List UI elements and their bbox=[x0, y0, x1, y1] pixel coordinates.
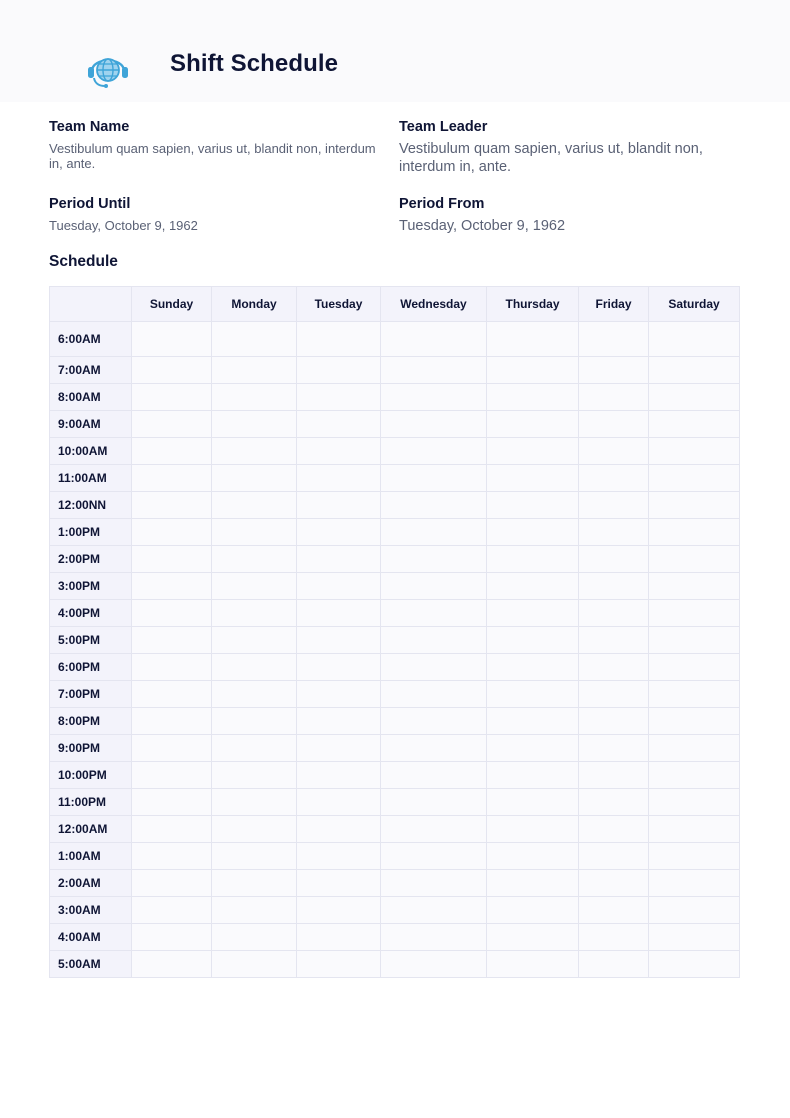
schedule-cell[interactable] bbox=[132, 843, 212, 870]
schedule-cell[interactable] bbox=[381, 735, 487, 762]
schedule-cell[interactable] bbox=[579, 600, 649, 627]
time-label: 4:00PM bbox=[50, 600, 132, 627]
schedule-cell[interactable] bbox=[132, 384, 212, 411]
schedule-cell[interactable] bbox=[649, 924, 740, 951]
period-until-field bbox=[49, 196, 379, 233]
schedule-cell[interactable] bbox=[132, 492, 212, 519]
schedule-cell[interactable] bbox=[212, 492, 297, 519]
schedule-cell[interactable] bbox=[297, 843, 381, 870]
period-from-field bbox=[399, 196, 729, 235]
day-header: Monday bbox=[212, 287, 297, 322]
schedule-row bbox=[50, 519, 740, 546]
schedule-cell[interactable] bbox=[297, 789, 381, 816]
day-header: Friday bbox=[579, 287, 649, 322]
schedule-cell[interactable] bbox=[297, 951, 381, 978]
schedule-row bbox=[50, 924, 740, 951]
schedule-cell[interactable] bbox=[297, 735, 381, 762]
schedule-cell[interactable] bbox=[487, 546, 579, 573]
schedule-row bbox=[50, 708, 740, 735]
schedule-cell[interactable] bbox=[649, 411, 740, 438]
schedule-cell[interactable] bbox=[297, 681, 381, 708]
schedule-cell[interactable] bbox=[132, 897, 212, 924]
schedule-cell[interactable] bbox=[132, 438, 212, 465]
schedule-cell[interactable] bbox=[487, 600, 579, 627]
schedule-cell[interactable] bbox=[649, 870, 740, 897]
schedule-cell[interactable] bbox=[487, 843, 579, 870]
schedule-cell[interactable] bbox=[297, 816, 381, 843]
schedule-cell[interactable] bbox=[381, 708, 487, 735]
schedule-cell[interactable] bbox=[381, 546, 487, 573]
schedule-row bbox=[50, 384, 740, 411]
schedule-cell[interactable] bbox=[381, 438, 487, 465]
schedule-cell[interactable] bbox=[487, 681, 579, 708]
day-header: Tuesday bbox=[297, 287, 381, 322]
time-label: 9:00PM bbox=[50, 735, 132, 762]
time-label: 3:00AM bbox=[50, 897, 132, 924]
day-header: Saturday bbox=[649, 287, 740, 322]
schedule-cell[interactable] bbox=[381, 384, 487, 411]
schedule-cell[interactable] bbox=[649, 627, 740, 654]
schedule-cell[interactable] bbox=[487, 357, 579, 384]
time-label: 9:00AM bbox=[50, 411, 132, 438]
schedule-cell[interactable] bbox=[381, 357, 487, 384]
schedule-cell[interactable] bbox=[297, 600, 381, 627]
schedule-cell[interactable] bbox=[487, 519, 579, 546]
time-label: 10:00PM bbox=[50, 762, 132, 789]
schedule-cell[interactable] bbox=[649, 789, 740, 816]
schedule-cell[interactable] bbox=[579, 951, 649, 978]
schedule-cell[interactable] bbox=[212, 951, 297, 978]
schedule-cell[interactable] bbox=[579, 546, 649, 573]
period-until-value: Tuesday, October 9, 1962 bbox=[49, 218, 198, 233]
schedule-cell[interactable] bbox=[487, 951, 579, 978]
schedule-cell[interactable] bbox=[212, 322, 297, 357]
schedule-row bbox=[50, 789, 740, 816]
schedule-cell[interactable] bbox=[487, 762, 579, 789]
schedule-cell[interactable] bbox=[212, 357, 297, 384]
schedule-cell[interactable] bbox=[579, 708, 649, 735]
schedule-header-row bbox=[50, 287, 740, 322]
time-label: 4:00AM bbox=[50, 924, 132, 951]
schedule-cell[interactable] bbox=[579, 322, 649, 357]
schedule-cell[interactable] bbox=[212, 816, 297, 843]
schedule-cell[interactable] bbox=[297, 654, 381, 681]
time-label: 5:00PM bbox=[50, 627, 132, 654]
schedule-cell[interactable] bbox=[212, 870, 297, 897]
schedule-cell[interactable] bbox=[649, 816, 740, 843]
schedule-cell[interactable] bbox=[487, 438, 579, 465]
schedule-cell[interactable] bbox=[297, 357, 381, 384]
schedule-cell[interactable] bbox=[132, 357, 212, 384]
schedule-cell[interactable] bbox=[212, 519, 297, 546]
schedule-cell[interactable] bbox=[297, 411, 381, 438]
time-label: 3:00PM bbox=[50, 573, 132, 600]
schedule-cell[interactable] bbox=[649, 600, 740, 627]
schedule-cell[interactable] bbox=[649, 681, 740, 708]
schedule-cell[interactable] bbox=[132, 654, 212, 681]
schedule-cell[interactable] bbox=[649, 322, 740, 357]
schedule-cell[interactable] bbox=[381, 519, 487, 546]
time-label: 8:00PM bbox=[50, 708, 132, 735]
schedule-cell[interactable] bbox=[649, 465, 740, 492]
team-leader-value: Vestibulum quam sapien, varius ut, blandit non, interdum in, ante. bbox=[399, 141, 703, 175]
schedule-row bbox=[50, 735, 740, 762]
schedule-cell[interactable] bbox=[487, 654, 579, 681]
schedule-cell[interactable] bbox=[132, 816, 212, 843]
schedule-cell[interactable] bbox=[649, 708, 740, 735]
schedule-cell[interactable] bbox=[212, 411, 297, 438]
page-title: Shift Schedule bbox=[170, 50, 339, 77]
schedule-cell[interactable] bbox=[487, 322, 579, 357]
schedule-cell[interactable] bbox=[649, 519, 740, 546]
time-label: 10:00AM bbox=[50, 438, 132, 465]
schedule-cell[interactable] bbox=[132, 762, 212, 789]
schedule-cell[interactable] bbox=[649, 357, 740, 384]
time-label: 6:00PM bbox=[50, 654, 132, 681]
time-label: 11:00AM bbox=[50, 465, 132, 492]
schedule-cell[interactable] bbox=[649, 546, 740, 573]
schedule-cell[interactable] bbox=[649, 951, 740, 978]
schedule-cell[interactable] bbox=[297, 465, 381, 492]
schedule-cell[interactable] bbox=[579, 654, 649, 681]
schedule-cell[interactable] bbox=[579, 465, 649, 492]
schedule-cell[interactable] bbox=[381, 897, 487, 924]
schedule-cell[interactable] bbox=[487, 924, 579, 951]
schedule-cell[interactable] bbox=[297, 322, 381, 357]
schedule-cell[interactable] bbox=[132, 465, 212, 492]
schedule-cell[interactable] bbox=[649, 843, 740, 870]
schedule-cell[interactable] bbox=[212, 924, 297, 951]
schedule-cell[interactable] bbox=[579, 438, 649, 465]
schedule-title: Schedule bbox=[49, 253, 118, 270]
schedule-cell[interactable] bbox=[381, 322, 487, 357]
schedule-cell[interactable] bbox=[132, 735, 212, 762]
schedule-cell[interactable] bbox=[212, 735, 297, 762]
schedule-cell[interactable] bbox=[579, 519, 649, 546]
schedule-cell[interactable] bbox=[487, 870, 579, 897]
headset-globe-icon bbox=[86, 49, 130, 89]
time-label: 1:00PM bbox=[50, 519, 132, 546]
schedule-cell[interactable] bbox=[579, 789, 649, 816]
schedule-cell[interactable] bbox=[297, 708, 381, 735]
schedule-cell[interactable] bbox=[381, 870, 487, 897]
schedule-row bbox=[50, 681, 740, 708]
schedule-cell[interactable] bbox=[381, 789, 487, 816]
schedule-cell[interactable] bbox=[132, 322, 212, 357]
schedule-cell[interactable] bbox=[381, 681, 487, 708]
schedule-cell[interactable] bbox=[132, 519, 212, 546]
schedule-cell[interactable] bbox=[487, 816, 579, 843]
schedule-cell[interactable] bbox=[132, 870, 212, 897]
schedule-cell[interactable] bbox=[487, 897, 579, 924]
day-header: Wednesday bbox=[381, 287, 487, 322]
schedule-cell[interactable] bbox=[297, 924, 381, 951]
schedule-cell[interactable] bbox=[579, 735, 649, 762]
schedule-cell[interactable] bbox=[297, 438, 381, 465]
schedule-row bbox=[50, 951, 740, 978]
schedule-cell[interactable] bbox=[487, 411, 579, 438]
schedule-row bbox=[50, 600, 740, 627]
schedule-cell[interactable] bbox=[132, 573, 212, 600]
period-from-label: Period From bbox=[399, 196, 485, 212]
schedule-cell[interactable] bbox=[132, 708, 212, 735]
schedule-cell[interactable] bbox=[381, 816, 487, 843]
time-label: 2:00PM bbox=[50, 546, 132, 573]
schedule-cell[interactable] bbox=[212, 654, 297, 681]
schedule-cell[interactable] bbox=[579, 762, 649, 789]
time-label: 2:00AM bbox=[50, 870, 132, 897]
time-label: 5:00AM bbox=[50, 951, 132, 978]
schedule-cell[interactable] bbox=[487, 708, 579, 735]
schedule-row bbox=[50, 492, 740, 519]
schedule-cell[interactable] bbox=[649, 438, 740, 465]
schedule-cell[interactable] bbox=[212, 789, 297, 816]
schedule-row bbox=[50, 762, 740, 789]
schedule-cell[interactable] bbox=[212, 762, 297, 789]
schedule-cell[interactable] bbox=[487, 384, 579, 411]
schedule-cell[interactable] bbox=[212, 681, 297, 708]
schedule-cell[interactable] bbox=[297, 492, 381, 519]
schedule-row bbox=[50, 411, 740, 438]
schedule-cell[interactable] bbox=[212, 384, 297, 411]
schedule-cell[interactable] bbox=[132, 681, 212, 708]
schedule-row bbox=[50, 870, 740, 897]
schedule-cell[interactable] bbox=[132, 546, 212, 573]
schedule-row bbox=[50, 357, 740, 384]
schedule-cell[interactable] bbox=[212, 438, 297, 465]
schedule-cell[interactable] bbox=[212, 465, 297, 492]
schedule-cell[interactable] bbox=[132, 600, 212, 627]
schedule-body bbox=[50, 322, 740, 978]
schedule-cell[interactable] bbox=[487, 573, 579, 600]
schedule-cell[interactable] bbox=[487, 735, 579, 762]
schedule-row bbox=[50, 546, 740, 573]
schedule-cell[interactable] bbox=[212, 627, 297, 654]
schedule-cell[interactable] bbox=[381, 573, 487, 600]
schedule-cell[interactable] bbox=[212, 708, 297, 735]
schedule-cell[interactable] bbox=[132, 627, 212, 654]
schedule-cell[interactable] bbox=[579, 870, 649, 897]
schedule-cell[interactable] bbox=[579, 627, 649, 654]
schedule-row bbox=[50, 843, 740, 870]
day-header: Sunday bbox=[132, 287, 212, 322]
schedule-cell[interactable] bbox=[649, 735, 740, 762]
schedule-cell[interactable] bbox=[649, 492, 740, 519]
schedule-cell[interactable] bbox=[579, 384, 649, 411]
time-label: 12:00AM bbox=[50, 816, 132, 843]
schedule-cell[interactable] bbox=[381, 492, 487, 519]
schedule-cell[interactable] bbox=[381, 600, 487, 627]
schedule-cell[interactable] bbox=[579, 924, 649, 951]
schedule-cell[interactable] bbox=[487, 789, 579, 816]
schedule-cell[interactable] bbox=[381, 762, 487, 789]
schedule-cell[interactable] bbox=[297, 519, 381, 546]
schedule-cell[interactable] bbox=[649, 384, 740, 411]
schedule-cell[interactable] bbox=[579, 681, 649, 708]
schedule-cell[interactable] bbox=[212, 573, 297, 600]
schedule-cell[interactable] bbox=[381, 843, 487, 870]
schedule-cell[interactable] bbox=[381, 951, 487, 978]
schedule-cell[interactable] bbox=[297, 762, 381, 789]
team-name-field bbox=[49, 119, 389, 171]
schedule-cell[interactable] bbox=[649, 762, 740, 789]
time-label: 8:00AM bbox=[50, 384, 132, 411]
schedule-cell[interactable] bbox=[579, 357, 649, 384]
team-leader-label: Team Leader bbox=[399, 119, 488, 135]
schedule-cell[interactable] bbox=[381, 627, 487, 654]
schedule-cell[interactable] bbox=[381, 654, 487, 681]
schedule-cell[interactable] bbox=[649, 573, 740, 600]
time-label: 11:00PM bbox=[50, 789, 132, 816]
schedule-cell[interactable] bbox=[381, 465, 487, 492]
time-label: 7:00AM bbox=[50, 357, 132, 384]
schedule-cell[interactable] bbox=[579, 573, 649, 600]
schedule-cell[interactable] bbox=[579, 843, 649, 870]
schedule-cell[interactable] bbox=[132, 951, 212, 978]
time-label: 6:00AM bbox=[50, 322, 132, 357]
page-header bbox=[0, 0, 790, 102]
schedule-row bbox=[50, 627, 740, 654]
schedule-cell[interactable] bbox=[132, 789, 212, 816]
period-from-value: Tuesday, October 9, 1962 bbox=[399, 218, 566, 234]
schedule-cell[interactable] bbox=[649, 654, 740, 681]
schedule-row bbox=[50, 654, 740, 681]
team-leader-field bbox=[399, 119, 729, 176]
schedule-cell[interactable] bbox=[297, 573, 381, 600]
schedule-cell[interactable] bbox=[579, 897, 649, 924]
time-label: 12:00NN bbox=[50, 492, 132, 519]
schedule-row bbox=[50, 816, 740, 843]
schedule-row bbox=[50, 897, 740, 924]
team-name-value: Vestibulum quam sapien, varius ut, blandit non, interdum in, ante. bbox=[49, 141, 376, 171]
time-label: 7:00PM bbox=[50, 681, 132, 708]
schedule-cell[interactable] bbox=[381, 411, 487, 438]
schedule-cell[interactable] bbox=[297, 627, 381, 654]
schedule-cell[interactable] bbox=[487, 627, 579, 654]
schedule-cell[interactable] bbox=[381, 924, 487, 951]
schedule-cell[interactable] bbox=[649, 897, 740, 924]
schedule-cell[interactable] bbox=[487, 492, 579, 519]
schedule-cell[interactable] bbox=[579, 411, 649, 438]
team-name-label: Team Name bbox=[49, 119, 130, 135]
schedule-cell[interactable] bbox=[487, 465, 579, 492]
schedule-cell[interactable] bbox=[212, 897, 297, 924]
schedule-cell[interactable] bbox=[297, 897, 381, 924]
schedule-cell[interactable] bbox=[297, 546, 381, 573]
schedule-cell[interactable] bbox=[297, 384, 381, 411]
schedule-row bbox=[50, 573, 740, 600]
corner-cell bbox=[50, 287, 132, 322]
schedule-row bbox=[50, 438, 740, 465]
schedule-cell[interactable] bbox=[212, 600, 297, 627]
schedule-table bbox=[49, 286, 740, 978]
schedule-cell[interactable] bbox=[297, 870, 381, 897]
schedule-cell[interactable] bbox=[132, 411, 212, 438]
schedule-cell[interactable] bbox=[132, 924, 212, 951]
time-label: 1:00AM bbox=[50, 843, 132, 870]
schedule-cell[interactable] bbox=[212, 843, 297, 870]
day-header: Thursday bbox=[487, 287, 579, 322]
schedule-cell[interactable] bbox=[579, 816, 649, 843]
schedule-cell[interactable] bbox=[212, 546, 297, 573]
schedule-cell[interactable] bbox=[579, 492, 649, 519]
period-until-label: Period Until bbox=[49, 196, 131, 212]
schedule-row bbox=[50, 322, 740, 357]
schedule-row bbox=[50, 465, 740, 492]
